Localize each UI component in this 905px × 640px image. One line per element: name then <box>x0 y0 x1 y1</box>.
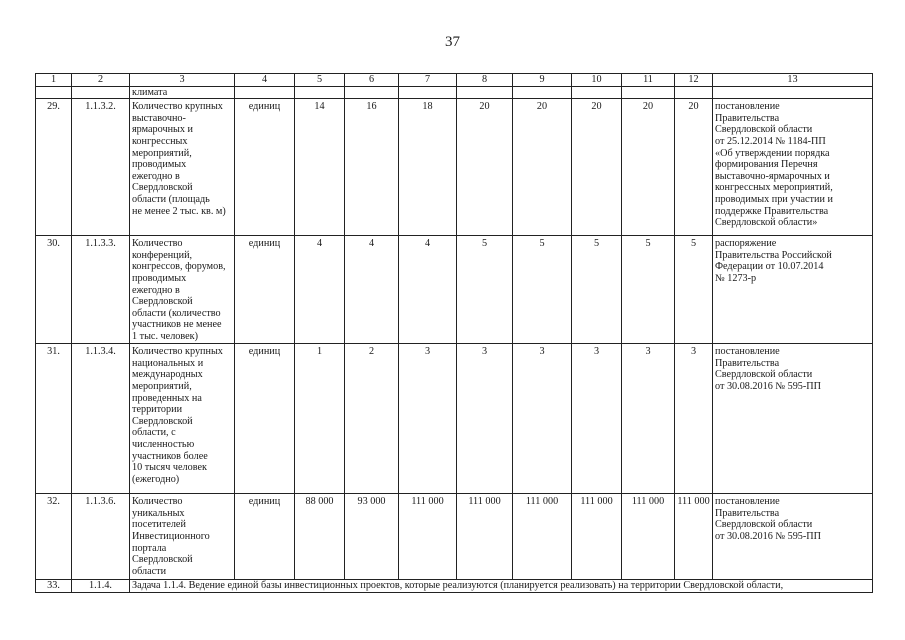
source-document <box>713 344 873 494</box>
page-number: 37 <box>445 34 460 50</box>
source-document-line: Правительства Российской <box>715 249 832 261</box>
header-cell: 9 <box>513 74 572 87</box>
unit: единиц <box>235 236 295 344</box>
indicator-name-line: области (площадь <box>132 193 210 205</box>
indicator-code: 1.1.3.6. <box>72 494 130 580</box>
indicator-name-line: ежегодно в <box>132 170 180 182</box>
value-cell: 3 <box>513 344 572 494</box>
indicator-name <box>130 236 235 344</box>
indicator-name-line: конференций, <box>132 249 193 261</box>
indicator-name <box>130 344 235 494</box>
indicators-table <box>35 73 873 593</box>
indicator-name-line: области (количество <box>132 307 221 319</box>
source-document-line: формирования Перечня <box>715 159 818 171</box>
value-cell: 111 000 <box>675 494 713 580</box>
indicator-name <box>130 494 235 580</box>
indicator-name-line: уникальных <box>132 507 185 519</box>
unit: единиц <box>235 494 295 580</box>
source-document-line: проводимых при участии и <box>715 193 833 205</box>
value-cell: 3 <box>457 344 513 494</box>
source-document-line: «Об утверждении порядка <box>715 147 830 159</box>
header-cell: 4 <box>235 74 295 87</box>
value-cell: 3 <box>572 344 622 494</box>
indicator-name-line: мероприятий, <box>132 380 192 392</box>
indicator-name-line: области, с <box>132 427 176 439</box>
value-cell: 20 <box>572 99 622 236</box>
value-cell: 18 <box>399 99 457 236</box>
header-cell: 5 <box>295 74 345 87</box>
indicator-name-line: проведенных на <box>132 392 202 404</box>
source-document <box>713 236 873 344</box>
table-row <box>36 494 873 580</box>
continuation-row <box>36 86 873 99</box>
indicator-name-line: Свердловской <box>132 296 193 308</box>
header-cell: 3 <box>130 74 235 87</box>
indicator-name-line: 1 тыс. человек) <box>132 330 198 342</box>
header-cell: 10 <box>572 74 622 87</box>
value-cell: 16 <box>345 99 399 236</box>
source-document-line: выставочно-ярмарочных и <box>715 170 830 182</box>
indicator-name-line: международных <box>132 369 203 381</box>
source-document-line: постановление <box>715 496 780 508</box>
table-row <box>36 236 873 344</box>
source-document-line: Свердловской области <box>715 124 813 136</box>
indicator-name-line: не менее 2 тыс. кв. м) <box>132 205 226 217</box>
source-document-line: Правительства <box>715 112 780 124</box>
indicator-name-line: Количество <box>132 238 183 250</box>
indicator-name-line: проводимых <box>132 159 187 171</box>
indicator-name-line: (ежегодно) <box>132 473 180 485</box>
table-row <box>36 344 873 494</box>
row-number: 32. <box>36 494 72 580</box>
task-row <box>36 580 873 593</box>
source-document-line: распоряжение <box>715 238 777 250</box>
unit: единиц <box>235 344 295 494</box>
indicator-name-line: численностью <box>132 438 195 450</box>
header-row <box>36 74 873 87</box>
indicator-name-line: Инвестиционного <box>132 530 210 542</box>
continuation-text: климата <box>130 86 235 99</box>
value-cell: 3 <box>622 344 675 494</box>
header-cell: 7 <box>399 74 457 87</box>
indicator-code: 1.1.3.3. <box>72 236 130 344</box>
value-cell: 20 <box>457 99 513 236</box>
table-row <box>36 99 873 236</box>
header-cell: 11 <box>622 74 675 87</box>
value-cell: 1 <box>295 344 345 494</box>
source-document-line: от 25.12.2014 № 1184-ПП <box>715 135 826 147</box>
unit: единиц <box>235 99 295 236</box>
indicator-name-line: Количество крупных <box>132 101 223 113</box>
indicator-name-line: национальных и <box>132 357 204 369</box>
indicator-name-line: Количество крупных <box>132 346 223 358</box>
source-document-line: от 30.08.2016 № 595-ПП <box>715 530 822 542</box>
value-cell: 4 <box>399 236 457 344</box>
value-cell: 3 <box>675 344 713 494</box>
value-cell: 111 000 <box>513 494 572 580</box>
value-cell: 111 000 <box>622 494 675 580</box>
indicator-name-line: портала <box>132 542 167 554</box>
value-cell: 4 <box>295 236 345 344</box>
indicator-code: 1.1.3.2. <box>72 99 130 236</box>
source-document-line: Правительства <box>715 507 780 519</box>
indicator-name-line: участников более <box>132 450 208 462</box>
source-document-line: Правительства <box>715 357 780 369</box>
source-document-line: от 30.08.2016 № 595-ПП <box>715 380 822 392</box>
indicator-name-line: конгрессов, форумов, <box>132 261 226 273</box>
value-cell: 5 <box>622 236 675 344</box>
indicator-name-line: ярмарочных и <box>132 124 193 136</box>
indicator-name-line: Свердловской <box>132 182 193 194</box>
value-cell: 5 <box>513 236 572 344</box>
source-document <box>713 99 873 236</box>
indicator-name-line: посетителей <box>132 519 186 531</box>
indicator-name-line: области <box>132 565 167 577</box>
source-document <box>713 494 873 580</box>
row-number: 30. <box>36 236 72 344</box>
value-cell: 5 <box>457 236 513 344</box>
source-document-line: конгрессных мероприятий, <box>715 182 833 194</box>
header-cell: 1 <box>36 74 72 87</box>
source-document-line: постановление <box>715 101 780 113</box>
indicator-name-line: территории <box>132 404 183 416</box>
header-cell: 12 <box>675 74 713 87</box>
header-cell: 8 <box>457 74 513 87</box>
row-number: 29. <box>36 99 72 236</box>
value-cell: 88 000 <box>295 494 345 580</box>
value-cell: 93 000 <box>345 494 399 580</box>
value-cell: 111 000 <box>572 494 622 580</box>
source-document-line: Свердловской области <box>715 369 813 381</box>
value-cell: 14 <box>295 99 345 236</box>
indicator-name-line: конгрессных <box>132 135 188 147</box>
indicator-name-line: выставочно- <box>132 112 186 124</box>
value-cell: 3 <box>399 344 457 494</box>
source-document-line: Свердловской области» <box>715 217 818 229</box>
source-document-line: Свердловской области <box>715 519 813 531</box>
indicator-name <box>130 99 235 236</box>
source-document-line: № 1273-р <box>715 272 757 284</box>
task-text: Задача 1.1.4. Ведение единой базы инвестиционных проектов, которые реализуются (планируется реализовать) на территории Свердловской области, <box>130 580 873 593</box>
header-cell: 2 <box>72 74 130 87</box>
indicator-name-line: Свердловской <box>132 415 193 427</box>
indicator-name-line: участников не менее <box>132 319 222 331</box>
indicator-name-line: проводимых <box>132 272 187 284</box>
value-cell: 20 <box>675 99 713 236</box>
value-cell: 20 <box>622 99 675 236</box>
indicator-code: 1.1.3.4. <box>72 344 130 494</box>
source-document-line: Федерации от 10.07.2014 <box>715 261 824 273</box>
indicator-name-line: мероприятий, <box>132 147 192 159</box>
source-document-line: поддержке Правительства <box>715 205 829 217</box>
indicator-name-line: Количество <box>132 496 183 508</box>
value-cell: 5 <box>675 236 713 344</box>
indicator-name-line: 10 тысяч человек <box>132 462 207 474</box>
value-cell: 20 <box>513 99 572 236</box>
value-cell: 111 000 <box>457 494 513 580</box>
indicator-name-line: Свердловской <box>132 554 193 566</box>
header-cell: 6 <box>345 74 399 87</box>
row-number: 31. <box>36 344 72 494</box>
row-number: 33. <box>36 580 72 593</box>
value-cell: 111 000 <box>399 494 457 580</box>
indicator-name-line: ежегодно в <box>132 284 180 296</box>
task-code: 1.1.4. <box>72 580 130 593</box>
source-document-line: постановление <box>715 346 780 358</box>
value-cell: 4 <box>345 236 399 344</box>
value-cell: 5 <box>572 236 622 344</box>
header-cell: 13 <box>713 74 873 87</box>
value-cell: 2 <box>345 344 399 494</box>
